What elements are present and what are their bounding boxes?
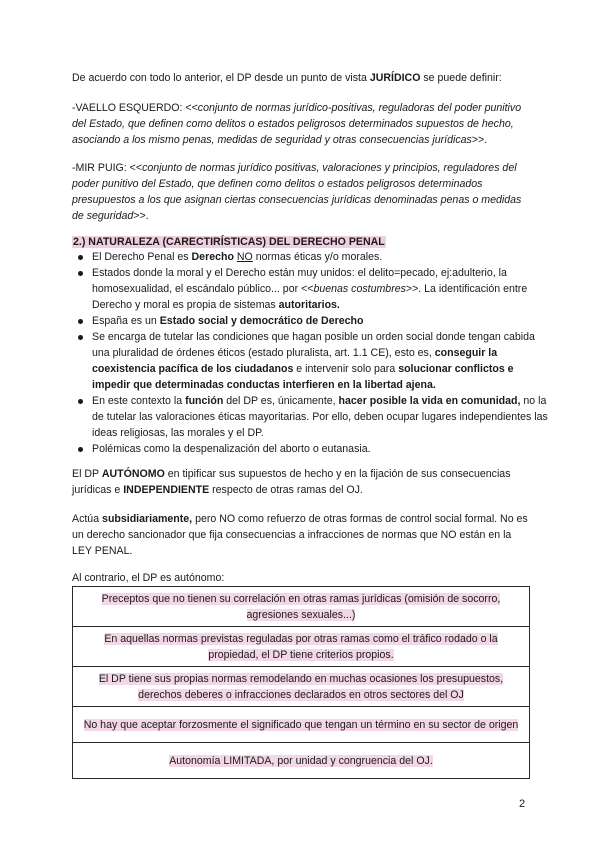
bullet-bold: hacer posible la vida en comunidad, bbox=[338, 395, 521, 407]
bullet-text: Se encarga de tutelar las condiciones que hagan posible un orden social donde tengan cabida una pluralidad de órdenes éticos (estado pluralista, art. 1.1 CE), esto es, bbox=[92, 331, 535, 359]
table-row bbox=[73, 707, 530, 743]
bullet-text: El Derecho Penal es bbox=[92, 251, 192, 263]
list-item bbox=[92, 393, 554, 441]
table-cell bbox=[73, 667, 530, 707]
intro-bold: JURÍDICO bbox=[369, 72, 421, 84]
intro-text-end: se puede definir: bbox=[420, 72, 502, 84]
list-item bbox=[92, 313, 554, 329]
bullet-text: >>. La identificación entre Derecho y moral es propia de sistemas bbox=[92, 283, 528, 311]
bullet-bold: autoritarios. bbox=[278, 299, 340, 311]
quote-mir-puig bbox=[72, 160, 534, 224]
table-row bbox=[73, 587, 530, 627]
paragraph-al-contrario: Al contrario, el DP es autónomo: bbox=[72, 572, 225, 584]
bullet-bold: solucionar conflictos e impedir que determinadas conductas interfieren en la libertad ajena. bbox=[92, 363, 514, 391]
quote-author: -VAELLO ESQUERDO: << bbox=[72, 102, 198, 114]
bullet-italic: buenas costumbres bbox=[313, 283, 406, 295]
table-cell bbox=[73, 743, 530, 779]
table-row bbox=[73, 627, 530, 667]
bullet-bold: Derecho bbox=[191, 251, 234, 263]
para-text: pero NO como refuerzo de otras formas de control social formal. No es un derecho sancionador que fija consecuencias a infracciones de normas que NO están en la LEY PENAL. bbox=[72, 513, 528, 557]
intro-paragraph bbox=[72, 70, 542, 86]
para-bold: subsidiariamente, bbox=[102, 513, 193, 525]
quote-text: conjunto de normas jurídico-positivas, reguladoras del poder punitivo del Estado, que definen como delitos o estados peligrosos determinados supuestos de hecho, asociando a los mismo penas, medidas de seguridad y otras consecuencias jurídicas bbox=[72, 102, 522, 146]
bullet-bold: función bbox=[185, 395, 224, 407]
bullet-text: no la de tutelar las valoraciones éticas mayoritarias. Por ello, deben ocupar lugares independientes las ideas religiosas, las morales y el DP. bbox=[92, 395, 548, 439]
highlighted-text: No hay que aceptar forzosmente el significado que tengan un término en su sector de origen bbox=[83, 719, 519, 731]
list-item bbox=[92, 249, 554, 265]
para-bold: AUTÓNOMO bbox=[101, 468, 165, 480]
bullet-bold: Estado social y democrático de Derecho bbox=[159, 315, 364, 327]
quote-end: >>. bbox=[133, 210, 149, 222]
para-text: en tipificar sus supuestos de hecho y en la fijación de sus consecuencias jurídicas e bbox=[72, 468, 511, 496]
bullet-text: del DP es, únicamente, bbox=[223, 395, 339, 407]
highlighted-text: Preceptos que no tienen su correlación en otras ramas jurídicas (omisión de socorro, agresiones sexuales...) bbox=[101, 593, 501, 621]
quote-end: >>. bbox=[471, 134, 488, 146]
intro-text: De acuerdo con todo lo anterior, el DP desde un punto de vista bbox=[72, 72, 370, 84]
para-text: El DP bbox=[72, 468, 102, 480]
page-number: 2 bbox=[519, 798, 526, 810]
quote-text: conjunto de normas jurídico positivas, valoraciones y principios, reguladores del poder punitivo del Estado, que definen como delitos o estados peligrosos determinados presupuestos a los que asignan ciertas consecuencias jurídicas denominadas penas o medidas de seguridad bbox=[72, 162, 522, 222]
bullet-bold: conseguir la coexistencia pacífica de los ciudadanos bbox=[92, 347, 498, 375]
highlighted-text: En aquellas normas previstas reguladas por otras ramas como el tráfico rodado o la propiedad, el DP tiene criterios propios. bbox=[104, 633, 498, 661]
bullet-text: e intervenir solo para bbox=[293, 363, 399, 375]
list-item bbox=[92, 441, 554, 457]
table-cell bbox=[73, 587, 530, 627]
quote-vaello bbox=[72, 100, 534, 148]
bullet-underline: NO bbox=[236, 251, 253, 263]
list-item bbox=[92, 265, 554, 313]
para-bold: INDEPENDIENTE bbox=[123, 484, 210, 496]
table-row bbox=[73, 743, 530, 779]
section-heading bbox=[72, 234, 386, 250]
bullet-list bbox=[72, 249, 554, 457]
highlighted-text: El DP tiene sus propias normas remodelando en muchas ocasiones los presupuestos, derechos deberes o infracciones declarados en otros sectores del OJ bbox=[98, 673, 504, 701]
table-cell bbox=[73, 707, 530, 743]
bullet-text: España es un bbox=[92, 315, 160, 327]
paragraph-subsidiariamente bbox=[72, 511, 534, 559]
bullet-text: normas éticas y/o morales. bbox=[252, 251, 383, 263]
para-text: Actúa bbox=[72, 513, 103, 525]
highlighted-text: Autonomía LIMITADA, por unidad y congruencia del OJ. bbox=[169, 755, 433, 767]
bullet-text: En este contexto la bbox=[92, 395, 186, 407]
section-title: 2.) NATURALEZA (CARECTIRÍSTICAS) DEL DERECHO PENAL bbox=[73, 236, 385, 248]
bullet-text: Polémicas como la despenalización del aborto o eutanasia. bbox=[92, 443, 371, 455]
table-cell bbox=[73, 627, 530, 667]
bullet-text: Estados donde la moral y el Derecho están muy unidos: el delito=pecado, ej:adulterio, la homosexualidad, el escándalo público... por << bbox=[92, 267, 507, 295]
para-text: respecto de otras ramas del OJ. bbox=[209, 484, 363, 496]
paragraph-autonomo bbox=[72, 466, 534, 498]
table-row bbox=[73, 667, 530, 707]
quote-author: -MIR PUIG: << bbox=[72, 162, 143, 174]
autonomy-table bbox=[72, 586, 530, 779]
list-item bbox=[92, 329, 554, 393]
